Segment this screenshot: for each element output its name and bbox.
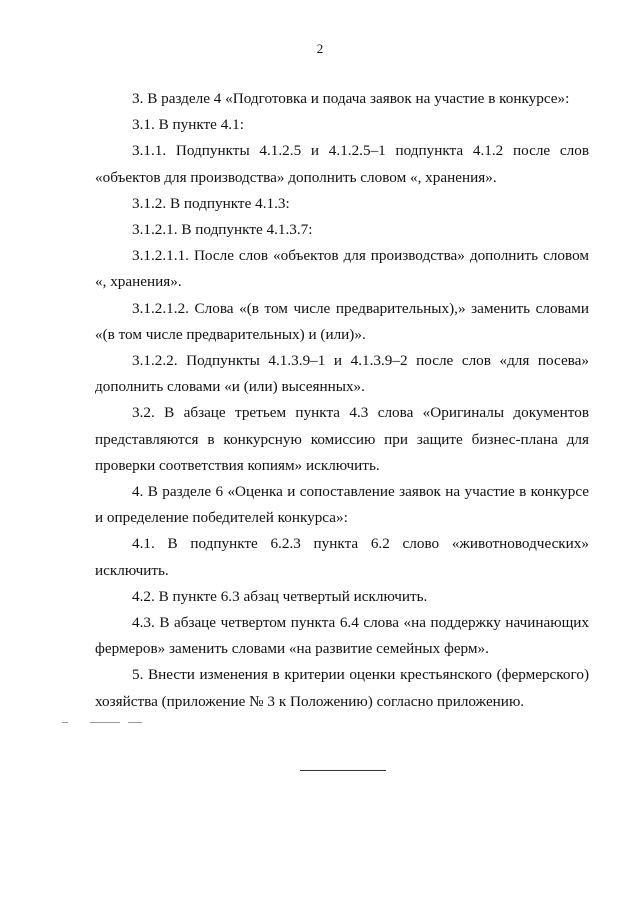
paragraph-3-1-2: 3.1.2. В подпункте 4.1.3:	[132, 194, 290, 212]
paragraph-4-1: 4.1. В подпункте 6.2.3 пункта 6.2 слово «животноводческих» исключить.	[95, 535, 589, 579]
paragraph-3-1-2-1-2: 3.1.2.1.2. Слова «(в том числе предварительных),» заменить словами «(в том числе предварительных) и (или)».	[95, 299, 589, 343]
paragraph-3-2: 3.2. В абзаце третьем пункта 4.3 слова «Оригиналы документов представляются в конкурсную комиссию при защите бизнес-плана для проверки соответствия копиям» исключить.	[95, 404, 589, 474]
paragraph-4-2: 4.2. В пункте 6.3 абзац четвертый исключить.	[132, 587, 428, 605]
page-number: 2	[316, 41, 324, 56]
paragraph-3-1-2-1-1: 3.1.2.1.1. После слов «объектов для производства» дополнить словом «, хранения».	[95, 247, 589, 291]
document-body	[95, 86, 589, 715]
paragraph-5: 5. Внести изменения в критерии оценки крестьянского (фермерского) хозяйства (приложение № 3 к Положению) согласно приложению.	[95, 666, 589, 710]
paragraph-4: 4. В разделе 6 «Оценка и сопоставление заявок на участие в конкурсе и определение победителей конкурса»:	[95, 483, 589, 527]
paragraph-4-3: 4.3. В абзаце четвертом пункта 6.4 слова «на поддержку начинающих фермеров» заменить словами «на развитие семейных ферм».	[95, 614, 589, 658]
paragraph-3-1: 3.1. В пункте 4.1:	[132, 116, 244, 134]
scan-speck	[128, 722, 142, 723]
scan-speck	[90, 722, 120, 723]
end-separator-line	[300, 770, 386, 771]
paragraph-3-1-2-1: 3.1.2.1. В подпункте 4.1.3.7:	[132, 221, 313, 239]
paragraph-3-1-2-2: 3.1.2.2. Подпункты 4.1.3.9–1 и 4.1.3.9–2 после слов «для посева» дополнить словами «и (или) высеянных».	[95, 352, 589, 396]
paragraph-3: 3. В разделе 4 «Подготовка и подача заявок на участие в конкурсе»:	[132, 90, 570, 107]
paragraph-3-1-1: 3.1.1. Подпункты 4.1.2.5 и 4.1.2.5–1 подпункта 4.1.2 после слов «объектов для производства» дополнить словом «, хранения».	[95, 142, 589, 186]
scan-speck	[62, 722, 68, 723]
